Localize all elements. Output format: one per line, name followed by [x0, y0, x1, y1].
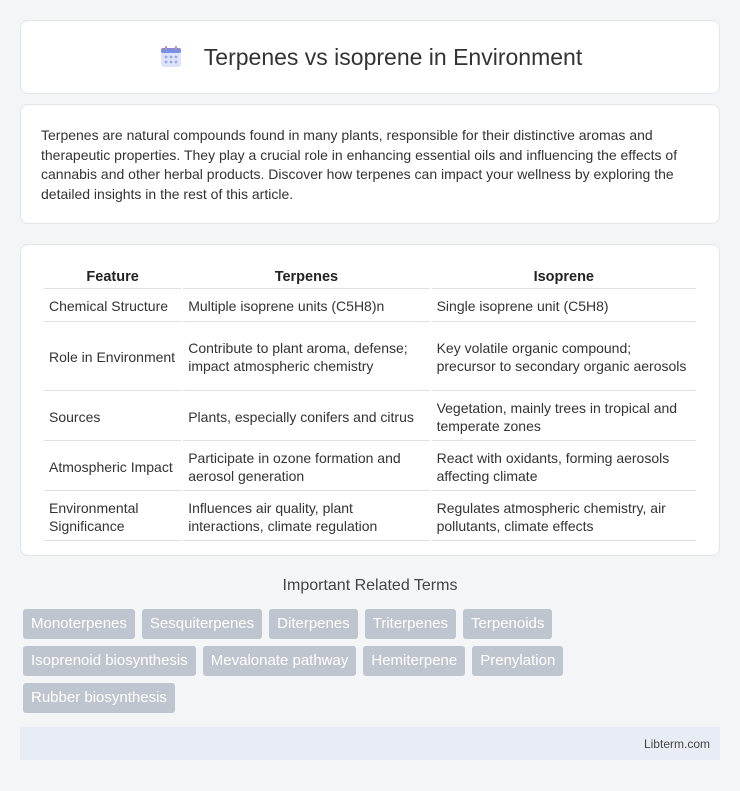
header-card — [20, 20, 720, 94]
table-cell: Plants, especially conifers and citrus — [183, 393, 429, 441]
related-term-tag[interactable]: Sesquiterpenes — [142, 609, 262, 639]
related-term-tag[interactable]: Prenylation — [472, 646, 563, 676]
table-row — [44, 291, 696, 322]
table-cell: Participate in ozone formation and aerosol generation — [183, 443, 429, 491]
column-header-feature: Feature — [44, 265, 181, 289]
table-header-row — [44, 265, 696, 289]
page-title: Terpenes vs isoprene in Environment — [203, 43, 583, 70]
table-cell: Single isoprene unit (C5H8) — [432, 291, 696, 322]
table-cell: Role in Environment — [44, 324, 181, 391]
related-terms-list — [23, 609, 723, 720]
table-row — [44, 493, 696, 541]
related-term-tag[interactable]: Mevalonate pathway — [203, 646, 357, 676]
related-term-tag[interactable]: Triterpenes — [365, 609, 456, 639]
related-term-tag[interactable]: Diterpenes — [269, 609, 358, 639]
related-term-tag[interactable]: Isoprenoid biosynthesis — [23, 646, 196, 676]
footer — [20, 727, 720, 760]
table-cell: Contribute to plant aroma, defense; impact atmospheric chemistry — [183, 324, 429, 391]
related-term-tag[interactable]: Rubber biosynthesis — [23, 683, 175, 713]
table-cell: Regulates atmospheric chemistry, air pollutants, climate effects — [432, 493, 696, 541]
table-cell: Sources — [44, 393, 181, 441]
footer-site-link[interactable]: Libterm.com — [643, 736, 710, 751]
table-cell: Atmospheric Impact — [44, 443, 181, 491]
calendar-grid-icon — [158, 44, 184, 70]
column-header-isoprene: Isoprene — [432, 265, 696, 289]
column-header-terpenes: Terpenes — [183, 265, 429, 289]
table-row — [44, 393, 696, 441]
intro-card — [20, 104, 720, 224]
table-cell: Chemical Structure — [44, 291, 181, 322]
table-cell: Multiple isoprene units (C5H8)n — [183, 291, 429, 322]
related-term-tag[interactable]: Monoterpenes — [23, 609, 135, 639]
comparison-table — [42, 263, 698, 543]
table-cell: Key volatile organic compound; precursor to secondary organic aerosols — [432, 324, 696, 391]
intro-text: Terpenes are natural compounds found in many plants, responsible for their distinctive aromas and therapeutic properties. They play a crucial role in enhancing essential oils and influencing the effects of cannabis and other herbal products. Discover how terpenes can impact your wellness by exploring the detailed insights in the rest of this article. — [41, 127, 678, 202]
table-row — [44, 443, 696, 491]
table-cell: Environmental Significance — [44, 493, 181, 541]
related-term-tag[interactable]: Hemiterpene — [363, 646, 465, 676]
table-cell: Vegetation, mainly trees in tropical and temperate zones — [432, 393, 696, 441]
table-cell: React with oxidants, forming aerosols affecting climate — [432, 443, 696, 491]
related-term-tag[interactable]: Terpenoids — [463, 609, 552, 639]
table-row — [44, 324, 696, 391]
related-terms-title: Important Related Terms — [282, 577, 458, 594]
table-cell: Influences air quality, plant interactions, climate regulation — [183, 493, 429, 541]
comparison-table-card — [20, 244, 720, 556]
